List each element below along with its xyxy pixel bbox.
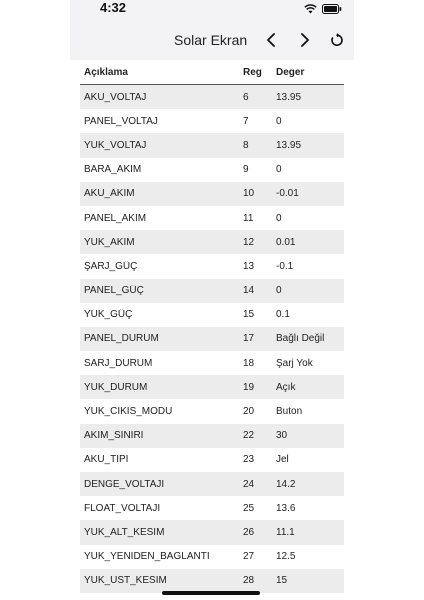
header-reg: Reg: [243, 66, 262, 78]
status-icons: [304, 3, 342, 15]
header-aciklama: Açıklama: [84, 66, 128, 78]
table-row[interactable]: [80, 109, 344, 133]
cell-reg: 27: [243, 551, 255, 563]
cell-aciklama: BARA_AKIM: [84, 164, 142, 176]
cell-aciklama: AKU_VOLTAJ: [84, 91, 147, 103]
chevron-right-icon: [300, 33, 310, 47]
header-deger: Deger: [276, 66, 305, 78]
status-bar: [70, 0, 354, 20]
table-row[interactable]: [80, 351, 344, 375]
cell-aciklama: PANEL_GÜÇ: [84, 285, 144, 297]
cell-reg: 7: [243, 115, 249, 127]
cell-reg: 15: [243, 309, 255, 321]
cell-reg: 18: [243, 357, 255, 369]
cell-deger: 13.6: [276, 502, 296, 514]
table-row[interactable]: [80, 545, 344, 569]
cell-aciklama: FLOAT_VOLTAJI: [84, 502, 161, 514]
cell-aciklama: AKU_TIPI: [84, 454, 129, 466]
table-row[interactable]: [80, 85, 344, 109]
cell-deger: 0: [276, 115, 282, 127]
cell-deger: 30: [276, 430, 288, 442]
cell-deger: 12.5: [276, 551, 296, 563]
cell-deger: 15: [276, 575, 288, 587]
cell-deger: Açık: [276, 381, 296, 393]
register-table: [80, 60, 344, 593]
cell-deger: 0.1: [276, 309, 290, 321]
cell-deger: 13.95: [276, 91, 302, 103]
cell-aciklama: YUK_CIKIS_MODU: [84, 406, 173, 418]
cell-reg: 25: [243, 502, 255, 514]
refresh-button[interactable]: [325, 28, 349, 52]
cell-deger: -0.1: [276, 260, 294, 272]
cell-reg: 12: [243, 236, 255, 248]
cell-reg: 22: [243, 430, 255, 442]
cell-reg: 17: [243, 333, 255, 345]
cell-aciklama: PANEL_VOLTAJ: [84, 115, 158, 127]
cell-deger: Şarj Yok: [276, 357, 313, 369]
forward-button[interactable]: [293, 28, 317, 52]
cell-reg: 28: [243, 575, 255, 587]
cell-deger: Jel: [276, 454, 289, 466]
status-time: 4:32: [100, 0, 127, 15]
cell-aciklama: ŞARJ_GÜÇ: [84, 260, 138, 272]
cell-deger: Buton: [276, 406, 303, 418]
table-header: [80, 60, 344, 85]
cell-deger: -0.01: [276, 188, 299, 200]
cell-aciklama: YUK_VOLTAJ: [84, 139, 147, 151]
table-row[interactable]: [80, 520, 344, 544]
cell-deger: 0: [276, 164, 282, 176]
cell-aciklama: PANEL_DURUM: [84, 333, 159, 345]
cell-aciklama: YUK_GÜÇ: [84, 309, 133, 321]
home-indicator: [162, 591, 260, 595]
table-row[interactable]: [80, 158, 344, 182]
cell-aciklama: DENGE_VOLTAJI: [84, 478, 165, 490]
table-row[interactable]: [80, 399, 344, 423]
cell-deger: 0: [276, 285, 282, 297]
battery-icon: [322, 4, 342, 14]
cell-aciklama: YUK_UST_KESIM: [84, 575, 167, 587]
cell-deger: 0: [276, 212, 282, 224]
cell-deger: 14.2: [276, 478, 296, 490]
cell-deger: 11.1: [276, 526, 295, 538]
cell-reg: 13: [243, 260, 255, 272]
cell-reg: 26: [243, 526, 255, 538]
table-row[interactable]: [80, 375, 344, 399]
table-row[interactable]: [80, 472, 344, 496]
page-title: Solar Ekran: [174, 32, 248, 48]
table-row[interactable]: [80, 424, 344, 448]
cell-reg: 9: [243, 164, 249, 176]
cell-reg: 8: [243, 139, 249, 151]
cell-reg: 19: [243, 381, 255, 393]
cell-aciklama: AKIM_SINIRI: [84, 430, 144, 442]
table-body: [80, 85, 344, 593]
cell-reg: 10: [243, 188, 255, 200]
cell-aciklama: YUK_ALT_KESIM: [84, 526, 165, 538]
table-row[interactable]: [80, 206, 344, 230]
cell-reg: 11: [243, 212, 254, 224]
table-row[interactable]: [80, 303, 344, 327]
cell-deger: 13.95: [276, 139, 302, 151]
table-row[interactable]: [80, 496, 344, 520]
cell-aciklama: YUK_AKIM: [84, 236, 135, 248]
table-row[interactable]: [80, 254, 344, 278]
cell-aciklama: SARJ_DURUM: [84, 357, 153, 369]
cell-reg: 14: [243, 285, 255, 297]
table-row[interactable]: [80, 279, 344, 303]
cell-aciklama: YUK_DURUM: [84, 381, 148, 393]
cell-aciklama: AKU_AKIM: [84, 188, 135, 200]
cell-aciklama: YUK_YENIDEN_BAGLANTI: [84, 551, 210, 563]
wifi-icon: [304, 4, 317, 14]
cell-deger: 0.01: [276, 236, 296, 248]
cell-deger: Bağlı Değil: [276, 333, 325, 345]
table-row[interactable]: [80, 230, 344, 254]
cell-reg: 20: [243, 406, 255, 418]
chevron-left-icon: [266, 33, 276, 47]
table-row[interactable]: [80, 133, 344, 157]
nav-bar: [70, 20, 354, 60]
cell-reg: 6: [243, 91, 249, 103]
back-button[interactable]: [259, 28, 283, 52]
table-row[interactable]: [80, 182, 344, 206]
table-row[interactable]: [80, 448, 344, 472]
cell-reg: 23: [243, 454, 255, 466]
cell-reg: 24: [243, 478, 255, 490]
table-row[interactable]: [80, 569, 344, 593]
phone-screen: [70, 0, 354, 600]
cell-aciklama: PANEL_AKIM: [84, 212, 147, 224]
refresh-icon: [330, 33, 344, 47]
table-row[interactable]: [80, 327, 344, 351]
